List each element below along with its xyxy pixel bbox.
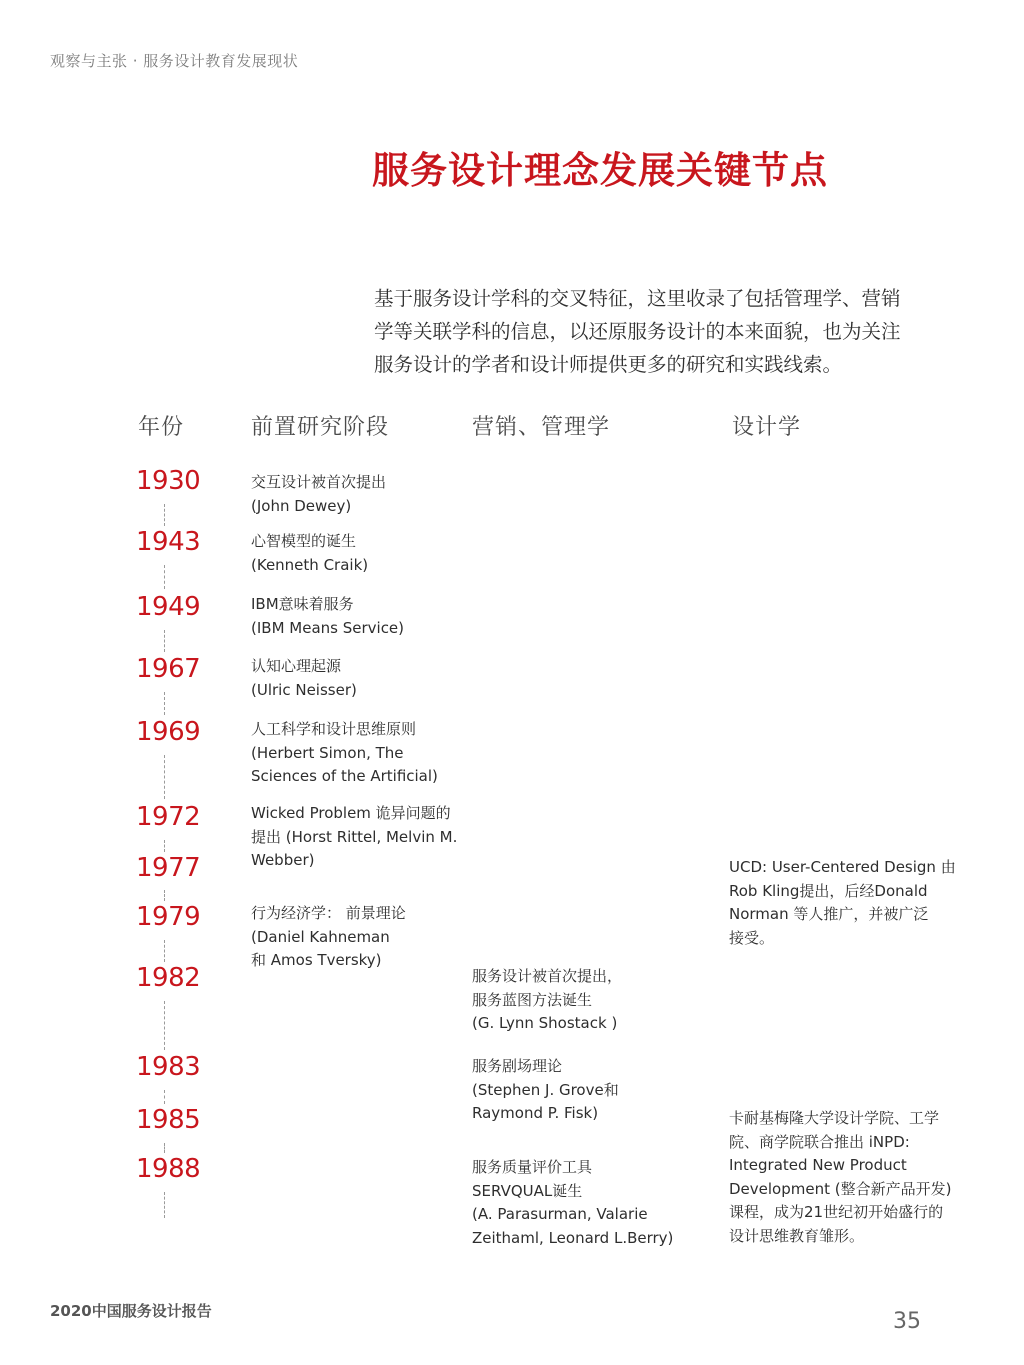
entry-line: (Daniel Kahneman xyxy=(251,927,390,946)
timeline-year: 1977 xyxy=(136,853,201,883)
timeline-year: 1983 xyxy=(136,1052,201,1082)
entry-line: IBM意味着服务 xyxy=(251,595,354,613)
timeline-year: 1982 xyxy=(136,963,201,993)
entry-line: Norman 等人推广，并被广泛 xyxy=(729,905,929,923)
entry-line: (Stephen J. Grove和 xyxy=(472,1080,619,1099)
timeline-connector xyxy=(164,940,165,962)
report-title: 2020中国服务设计报告 xyxy=(50,1302,212,1320)
pre-research-entry xyxy=(251,802,457,873)
pre-research-entry xyxy=(251,902,406,973)
timeline-year: 1985 xyxy=(136,1105,201,1135)
intro-line: 基于服务设计学科的交叉特征，这里收录了包括管理学、营销 xyxy=(374,287,901,310)
entry-line: (Kenneth Craik) xyxy=(251,555,369,574)
entry-line: UCD: User-Centered Design 由 xyxy=(729,858,956,876)
timeline-year: 1930 xyxy=(136,466,201,496)
entry-line: (IBM Means Service) xyxy=(251,618,405,637)
entry-line: 心智模型的诞生 xyxy=(251,532,357,550)
timeline-year: 1972 xyxy=(136,802,201,832)
column-header-design: 设计学 xyxy=(732,415,802,440)
marketing-entry xyxy=(472,1156,673,1250)
entry-line: Rob Kling提出，后经Donald xyxy=(729,881,928,900)
timeline-year: 1943 xyxy=(136,527,201,557)
entry-line: 服务剧场理论 xyxy=(472,1057,563,1075)
timeline-year: 1969 xyxy=(136,717,201,747)
entry-line: 院、商学院联合推出 iNPD: xyxy=(729,1132,910,1151)
entry-line: 服务质量评价工具 xyxy=(472,1158,593,1176)
entry-line: 课程，成为21世纪初开始盛行的 xyxy=(729,1203,944,1221)
pre-research-entry xyxy=(251,718,438,789)
intro-line: 服务设计的学者和设计师提供更多的研究和实践线索。 xyxy=(374,353,843,376)
column-header-pre-research: 前置研究阶段 xyxy=(251,415,390,440)
entry-line: Sciences of the Artificial) xyxy=(251,767,438,785)
entry-line: 行为经济学： 前景理论 xyxy=(251,904,406,922)
timeline-connector xyxy=(164,504,165,526)
entry-line: SERVQUAL诞生 xyxy=(472,1181,583,1200)
timeline-year: 1949 xyxy=(136,592,201,622)
design-entry xyxy=(729,1107,951,1248)
pre-research-entry xyxy=(251,593,404,640)
timeline-connector xyxy=(164,1192,165,1218)
timeline-connector xyxy=(164,1143,165,1153)
entry-line: Zeithaml, Leonard L.Berry) xyxy=(472,1228,674,1247)
entry-line: Raymond P. Fisk) xyxy=(472,1104,599,1122)
breadcrumb: 观察与主张 · 服务设计教育发展现状 xyxy=(50,52,299,70)
timeline-connector xyxy=(164,890,165,901)
page-number: 35 xyxy=(893,1309,921,1334)
timeline-year: 1988 xyxy=(136,1154,201,1184)
entry-line: (A. Parasurman, Valarie xyxy=(472,1205,648,1223)
entry-line: 和 Amos Tversky) xyxy=(251,951,382,969)
timeline-connector xyxy=(164,1090,165,1104)
entry-line: 接受。 xyxy=(729,928,775,947)
entry-line: 认知心理起源 xyxy=(251,657,342,675)
timeline-year: 1967 xyxy=(136,654,201,684)
intro-line: 学等关联学科的信息，以还原服务设计的本来面貌，也为关注 xyxy=(374,320,901,343)
entry-line: (John Dewey) xyxy=(251,496,352,515)
entry-line: Webber) xyxy=(251,851,315,869)
design-entry xyxy=(729,856,956,950)
entry-line: (Ulric Neisser) xyxy=(251,680,357,699)
column-header-year: 年份 xyxy=(138,415,185,440)
timeline-connector xyxy=(164,840,165,852)
timeline-connector xyxy=(164,692,165,715)
timeline-year: 1979 xyxy=(136,902,201,932)
pre-research-entry xyxy=(251,471,386,518)
pre-research-entry xyxy=(251,655,357,702)
page-title: 服务设计理念发展关键节点 xyxy=(372,149,828,192)
entry-line: 服务蓝图方法诞生 xyxy=(472,990,593,1009)
pre-research-entry xyxy=(251,530,368,577)
column-header-marketing: 营销、管理学 xyxy=(472,415,611,440)
entry-line: (Herbert Simon, The xyxy=(251,743,404,762)
entry-line: 服务设计被首次提出， xyxy=(472,967,623,985)
entry-line: 交互设计被首次提出 xyxy=(251,473,387,491)
entry-line: Integrated New Product xyxy=(729,1156,907,1174)
marketing-entry xyxy=(472,965,622,1036)
timeline-connector xyxy=(164,755,165,799)
timeline-connector xyxy=(164,565,165,589)
entry-line: 人工科学和设计思维原则 xyxy=(251,720,417,738)
entry-line: (G. Lynn Shostack ) xyxy=(472,1014,618,1032)
entry-line: 设计思维教育雏形。 xyxy=(729,1226,865,1245)
entry-line: Development (整合新产品开发) xyxy=(729,1179,952,1198)
marketing-entry xyxy=(472,1055,619,1126)
entry-line: 卡耐基梅隆大学设计学院、工学 xyxy=(729,1109,940,1127)
intro-paragraph xyxy=(374,282,964,381)
timeline-connector xyxy=(164,630,165,652)
entry-line: 提出 (Horst Rittel, Melvin M. xyxy=(251,827,458,846)
timeline-connector xyxy=(164,1001,165,1050)
entry-line: Wicked Problem 诡异问题的 xyxy=(251,804,451,822)
